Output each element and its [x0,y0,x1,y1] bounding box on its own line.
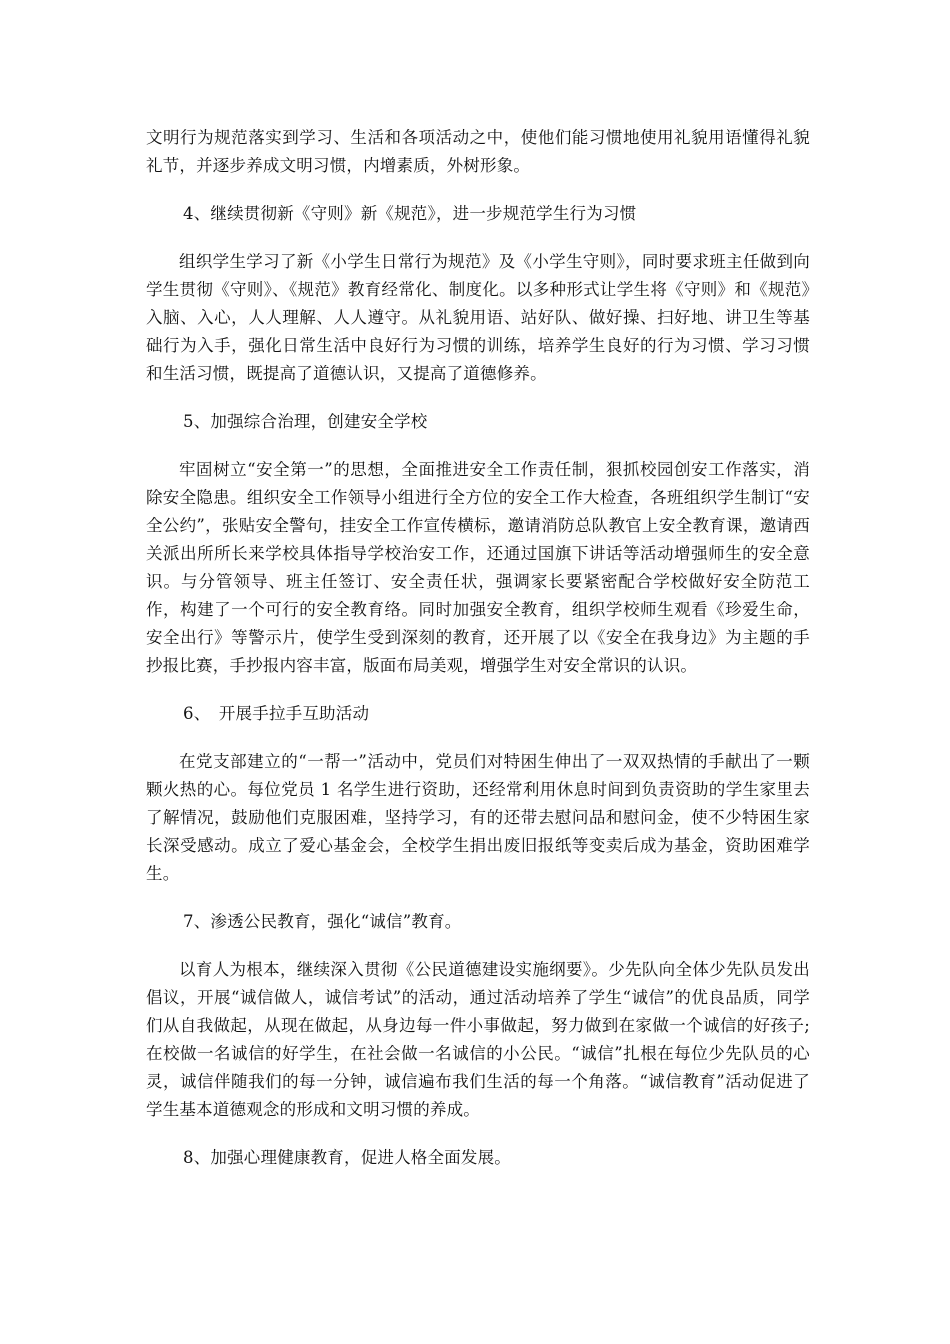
section-heading-5: 5、加强综合治理，创建安全学校 [183,412,428,431]
paragraph-section-4: 组织学生学习了新《小学生日常行为规范》及《小学生守则》，同时要求班主任做到向学生贯彻《守则》、《规范》教育经常化、制度化。以多种形式让学生将《守则》和《规范》入脑、入心，人人理解、人人遵守。从礼貌用语、站好队、做好操、扫好地、讲卫生等基础行为入手，强化日常生活中良好行为习惯的训练，培养学生良好的行为习惯、学习习惯和生活习惯，既提高了道德认识，又提高了道德修养。 [146,252,810,383]
section-heading-7: 7、渗透公民教育，强化“诚信”教育。 [183,912,462,931]
section-heading-6: 6、 开展手拉手互助活动 [183,704,370,723]
paragraph-intro-continuation: 文明行为规范落实到学习、生活和各项活动之中，使他们能习惯地使用礼貌用语懂得礼貌礼节，并逐步养成文明习惯，内增素质，外树形象。 [146,128,810,175]
section-heading-4: 4、继续贯彻新《守则》新《规范》，进一步规范学生行为习惯 [183,204,637,223]
section-heading-8: 8、加强心理健康教育，促进人格全面发展。 [183,1148,511,1167]
paragraph-section-7: 以育人为根本，继续深入贯彻《公民道德建设实施纲要》。少先队向全体少先队员发出倡议，开展“诚信做人，诚信考试”的活动，通过活动培养了学生“诚信”的优良品质，同学们从自我做起，从现在做起，从身边每一件小事做起，努力做到在家做一个诚信的好孩子;在校做一名诚信的好学生，在社会做一名诚信的小公民。“诚信”扎根在每位少先队员的心灵，诚信伴随我们的每一分钟，诚信遍布我们生活的每一个角落。“诚信教育”活动促进了学生基本道德观念的形成和文明习惯的养成。 [146,960,810,1119]
paragraph-section-6: 在党支部建立的“一帮一”活动中，党员们对特困生伸出了一双双热情的手献出了一颗颗火热的心。每位党员 1 名学生进行资助，还经常利用休息时间到负责资助的学生家里去了解情况，鼓励他们克服困难，坚持学习，有的还带去慰问品和慰问金，使不少特困生家长深受感动。成立了爱心基金会，全校学生捐出废旧报纸等变卖后成为基金，资助困难学生。 [146,752,810,883]
paragraph-section-5: 牢固树立“安全第一”的思想，全面推进安全工作责任制，狠抓校园创安工作落实，消除安全隐患。组织安全工作领导小组进行全方位的安全工作大检查，各班组织学生制订“安全公约”，张贴安全警句，挂安全工作宣传横标，邀请消防总队教官上安全教育课，邀请西关派出所所长来学校具体指导学校治安工作，还通过国旗下讲话等活动增强师生的安全意识。与分管领导、班主任签订、安全责任状，强调家长要紧密配合学校做好安全防范工作，构建了一个可行的安全教育络。同时加强安全教育，组织学校师生观看《珍爱生命，安全出行》等警示片，使学生受到深刻的教育，还开展了以《安全在我身边》为主题的手抄报比赛，手抄报内容丰富，版面布局美观，增强学生对安全常识的认识。 [146,460,810,675]
document-page [146,124,810,1172]
